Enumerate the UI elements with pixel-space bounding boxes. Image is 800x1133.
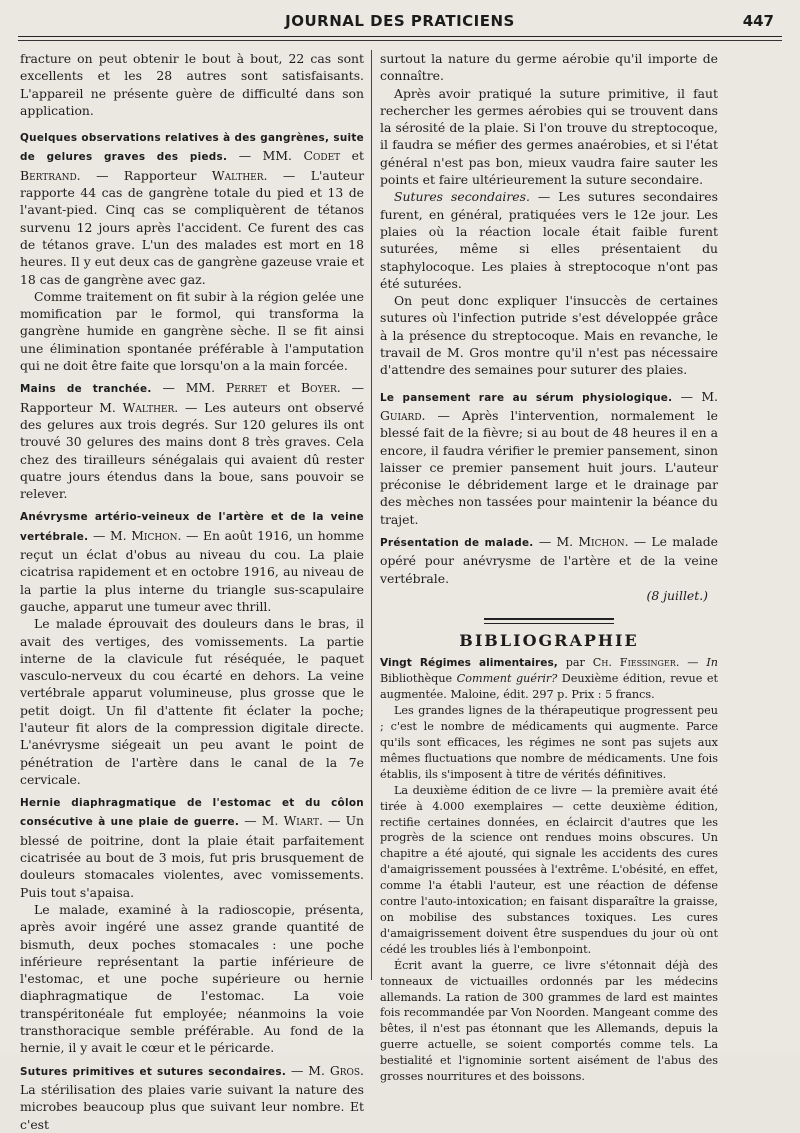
left-column [20, 50, 364, 1132]
author-name: Gros [329, 1062, 361, 1078]
author-name: Perret [225, 380, 267, 396]
paragraph: Le malade éprouvait des douleurs dans le bras, il avait des vertiges, des vomissements. La partie interne de la clavicule fut réséquée, le paquet vasculo-nerveux du cou écarté en dehors. La veine vertébrale apparut volumineuse, plus grosse que le petit doigt. Un fil d'attente fit éclater la poche; l'auteur fit alors de la compression digitale directe. L'anévrysme siégeait un peu avant le point de pénétration de l'artère dans le canal de la 7e cervicale. [20, 616, 364, 787]
section-heading: Le pansement rare au sérum physiologique. [380, 391, 673, 404]
book-series: Comment guérir? [456, 672, 558, 686]
section-heading: Quelques observations relatives à des gangrènes, suite de gelures graves des pieds. [20, 132, 364, 164]
header-rule-thin [18, 40, 782, 41]
paragraph: On peut donc expliquer l'insuccès de certaines sutures où l'infection putride s'est développée grâce à la présence du streptocoque. Mais en revanche, le travail de M. Gros montre qu'il n'est pas nécessaire d'attendre des semaines pour suturer des plaies. [380, 293, 718, 378]
book-title: Vingt Régimes alimentaires, [380, 656, 558, 669]
page-number: 447 [742, 12, 774, 30]
subheading-italic: Sutures secondaires. [394, 189, 530, 205]
section-presentation: Présentation de malade. — M. Michon. — Le malade opéré pour anévrysme de l'artère et de la veine vertébrale. [380, 534, 718, 586]
bibliography-rule [484, 618, 614, 620]
paragraph: Le malade, examiné à la radioscopie, présenta, après avoir ingéré une assez grande quantité de bismuth, deux poches stomacales : une poche inférieure représentant la partie inférieure de l'estomac, et une poche supérieure ou hernie diaphragmatique de l'estomac. La voie transpéritonéale fut employée; néanmoins la voie transthoracique semble préférable. Au fond de la hernie, il y avait le cœur et le péricarde. [20, 901, 364, 1056]
book-author: Ch. Fiessinger [592, 655, 676, 669]
paragraph: surtout la nature du germe aérobie qu'il importe de connaître. [380, 51, 718, 84]
rapporteur-name: Walther [211, 167, 264, 183]
rapporteur-name: Walther [122, 399, 175, 415]
header-rule [18, 36, 782, 37]
author-name: Guiard [380, 407, 422, 423]
section-gangrenes: Quelques observations relatives à des gangrènes, suite de gelures graves des pieds. — MM. Codet et Bertrand. — Rapporteur Walther. — L'auteur rapporte 44 cas de gangrène totale du pied et 13 de l'avant-pied. Cinq cas se compliquèrent de tétanos survenu 12 jours après l'accident. Ce furent des cas de tétanos grave. L'un des malades est mort en 18 heures. Il y eut deux cas de gangrène gazeuse vraie et 18 cas de gangrène avec gaz. [20, 132, 364, 287]
bibliography-title: BIBLIOGRAPHIE [459, 631, 639, 651]
section-heading: Hernie diaphragmatique de l'estomac et du côlon consécutive à une plaie de guerre. [20, 797, 364, 829]
journal-title: JOURNAL DES PRATICIENS [285, 12, 515, 30]
section-hernie: Hernie diaphragmatique de l'estomac et du côlon consécutive à une plaie de guerre. — M. Wiart. — Un blessé de poitrine, dont la plaie était parfaitement cicatrisée au bout de 3 mois, fut pris brusquement de douleurs stomacales violentes, avec vomissements. Puis tout s'apaisa. [20, 797, 364, 900]
section-anevrysme: Anévrysme artério-veineux de l'artère et de la veine vertébrale. — M. Michon. — En août 1916, un homme reçut un éclat d'obus au niveau du cou. La plaie cicatrisa rapidement et en octobre 1916, au niveau de la partie la plus interne du triangle sus-scapulaire gauche, apparut une tumeur avec thrill. [20, 511, 364, 614]
section-heading: Présentation de malade. [380, 537, 534, 550]
review-paragraph: Les grandes lignes de la thérapeutique progressent peu ; c'est le nombre de médicaments qui augmente. Parce qu'ils sont efficaces, les régimes ne sont pas sujets aux mêmes fluctuations que nombre de médicaments. Une fois établis, ils s'imposent à titre de vérités définitives. [380, 704, 718, 781]
paragraph: fracture on peut obtenir le bout à bout, 22 cas sont excellents et les 28 autres sont satisfaisants. L'appareil ne présente guère de difficulté dans son application. [20, 51, 364, 118]
review-paragraph: La deuxième édition de ce livre — la première avait été tirée à 4.000 exemplaires — cette deuxième édition, rectifie certaines données, en éclaircit d'autres que les progrès de la science ont rendues moins obscures. Un chapitre a été ajouté, qui signale les accidents des cures d'amaigrissement poussées à l'extrême. L'obésité, en effet, comme l'a établi l'auteur, est une réaction de défense contre l'auto-intoxication; en faisant disparaître la graisse, on mobilise des substances toxiques. Les cures d'amaigrissement doivent être suspendues du jour où ont cédé les troubles liés à l'embonpoint. [380, 783, 718, 956]
paragraph: Après avoir pratiqué la suture primitive, il faut rechercher les germes aérobies qui se trouvent dans la sérosité de la plaie. Si l'on trouve du streptocoque, il faudra se méfier des germes anaérobies, et si l'état général n'est pas bon, mieux vaudra faire sauter les points et faire ultérieurement la suture secondaire. [380, 85, 718, 188]
paragraph: Comme traitement on fit subir à la région gelée une momification par le formol, qui transforma la gangrène humide en gangrène sèche. Il se fit ainsi une élimination spontanée préférable à l'amputation qui ne doit être faite que lorsqu'on a la main forcée. [20, 288, 364, 374]
author-name: Michon [578, 534, 625, 550]
column-divider [371, 50, 372, 980]
author-name: Wiart [283, 813, 319, 829]
section-pansement: Le pansement rare au sérum physiologique. — M. Guiard. — Après l'intervention, normalement le blessé fait de la fièvre; si au bout de 48 heures il en a encore, il faudra vérifier le premier pansement, sinon laisser ce premier pansement huit jours. L'auteur préconise le débridement large et le drainage par des mèches non tassées pour maintenir la béance du trajet. [380, 388, 718, 527]
review-paragraph: Écrit avant la guerre, ce livre s'étonnait déjà des tonneaux de victuailles ordonnés par les médecins allemands. La ration de 300 grammes de lard est maintes fois recommandée par Von Noorden. Mangeant comme des bêtes, il n'est pas étonnant que les Allemands, depuis la guerre actuelle, se soient comportés comme tels. La bestialité et l'ignominie sortent aisément de l'abus des grosses nourritures et des boissons. [380, 958, 718, 1084]
author-name: Codet [303, 148, 341, 164]
author-name: Boyer [301, 380, 337, 396]
author-name: Bertrand [20, 167, 77, 183]
section-sutures: Sutures primitives et sutures secondaires. — M. Gros. La stérilisation des plaies varie suivant la nature des microbes beaucoup plus que suivant leur nombre. Et c'est [20, 1062, 364, 1132]
bibliography-entry [380, 655, 718, 1085]
paragraph-sutures-secondaires: Sutures secondaires. — Les sutures secondaires furent, en général, pratiquées vers le 12e jour. Les plaies où la réaction locale était faible furent suturées, même si elles présentaient du staphylocoque. Les plaies à streptocoque n'ont pas été suturées. [380, 189, 718, 291]
bibliography-rule-thin [484, 623, 614, 624]
author-name: Michon [131, 527, 178, 543]
section-heading: Mains de tranchée. [20, 383, 152, 396]
book-reference: Vingt Régimes alimentaires, par Ch. Fiessinger. — In Bibliothèque Comment guérir? Deuxième édition, revue et augmentée. Maloine, édit. 297 p. Prix : 5 francs. [380, 655, 719, 702]
right-column [380, 50, 719, 1084]
section-mains-tranchee: Mains de tranchée. — MM. Perret et Boyer. — Rapporteur M. Walther. — Les auteurs ont observé des gelures aux trois degrés. Sur 120 gelures ils ont trouvé 30 gelures des mains dont 8 très graves. Cela chez des tirailleurs sénégalais qui avaient dû rester quatre jours étendus dans la boue, sans pouvoir se relever. [20, 380, 364, 502]
section-heading: Sutures primitives et sutures secondaires. [20, 1065, 287, 1078]
session-date: (8 juillet.) [646, 587, 708, 603]
section-heading: Anévrysme artério-veineux de l'artère et de la veine vertébrale. [20, 511, 364, 543]
